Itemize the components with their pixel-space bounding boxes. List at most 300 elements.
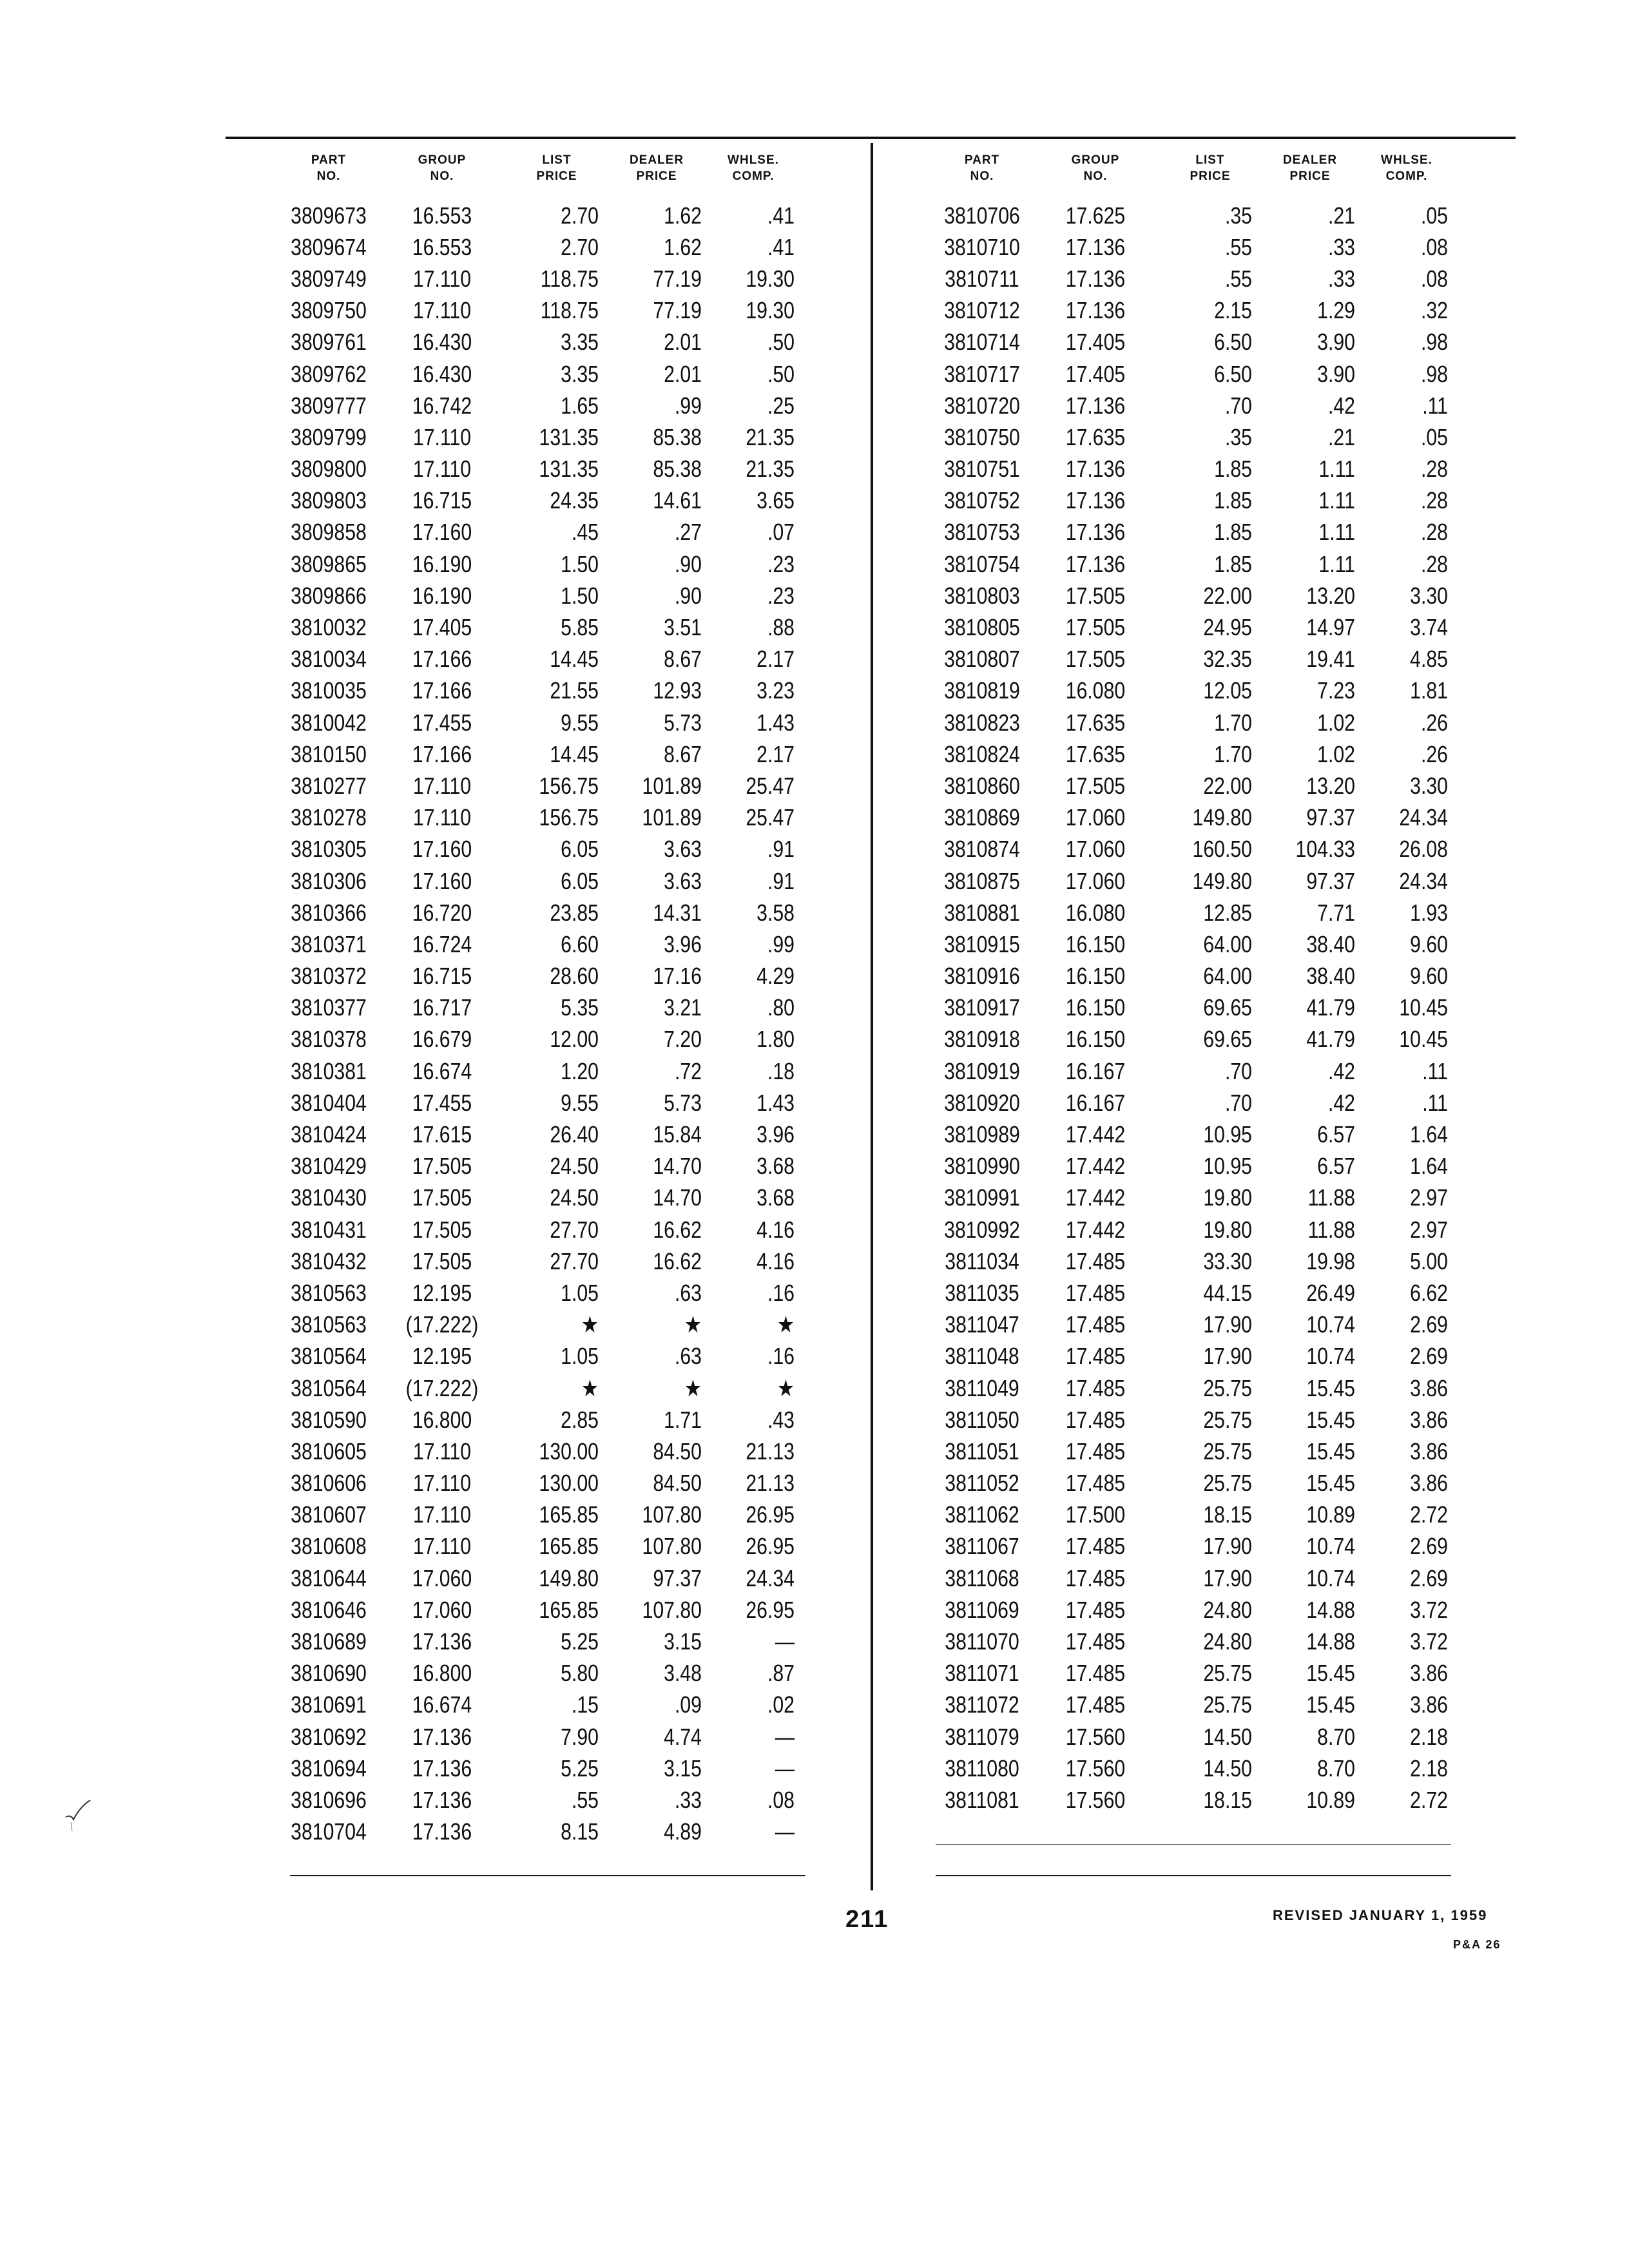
dealer-price-cell: 1.62 <box>664 233 702 260</box>
table-row <box>925 1658 1449 1689</box>
whlse-comp-cell: 2.17 <box>757 740 795 767</box>
list-price-cell: 69.65 <box>1203 1026 1252 1053</box>
list-price-cell: 1.65 <box>561 392 599 419</box>
group-no-cell: 16.080 <box>1065 677 1126 704</box>
part-no-cell: 3810754 <box>944 550 1020 577</box>
list-price-cell: 1.70 <box>1214 740 1252 767</box>
table-row <box>925 263 1449 294</box>
dealer-price-cell: 15.45 <box>1306 1374 1355 1401</box>
dealer-price-cell: 1.11 <box>1318 550 1355 577</box>
dealer-price-cell: 84.50 <box>653 1437 702 1465</box>
list-price-cell: 118.75 <box>540 265 599 292</box>
table-row <box>925 1499 1449 1531</box>
group-no-cell: 16.800 <box>412 1660 472 1687</box>
list-price-cell: 1.05 <box>561 1343 599 1370</box>
part-no-cell: 3810860 <box>944 772 1020 799</box>
list-price-cell: 6.05 <box>561 867 599 894</box>
part-no-cell: 3810919 <box>944 1057 1020 1084</box>
table-row <box>925 1277 1449 1309</box>
part-no-cell: 3810692 <box>291 1723 367 1750</box>
part-no-cell: 3809750 <box>291 297 367 324</box>
group-no-cell: 17.160 <box>412 519 472 546</box>
whlse-comp-cell: .91 <box>767 836 795 863</box>
group-no-cell: 16.553 <box>412 233 472 260</box>
list-price-cell: 156.75 <box>539 772 599 799</box>
table-row <box>272 1277 795 1309</box>
part-no-cell: 3810564 <box>291 1343 367 1370</box>
whlse-comp-cell: 3.23 <box>757 677 795 704</box>
group-no-cell: 17.405 <box>412 614 472 641</box>
part-no-cell: 3810032 <box>291 614 367 641</box>
dealer-price-cell: 1.71 <box>664 1406 702 1433</box>
dealer-price-cell: 3.90 <box>1317 329 1355 356</box>
whlse-comp-cell: 3.86 <box>1410 1374 1448 1401</box>
list-price-cell: ★ <box>581 1374 599 1401</box>
list-price-cell: 24.95 <box>1203 614 1252 641</box>
part-no-cell: 3810306 <box>291 867 367 894</box>
dealer-price-cell: 41.79 <box>1306 1026 1355 1053</box>
group-no-cell: 16.553 <box>412 202 472 229</box>
whlse-comp-cell: .11 <box>1422 392 1448 419</box>
group-no-cell: 17.485 <box>1065 1374 1126 1401</box>
list-price-cell: 2.70 <box>561 202 599 229</box>
whlse-comp-cell: .25 <box>767 392 795 419</box>
top-rule <box>226 137 1516 139</box>
page-number: 211 <box>845 1906 889 1933</box>
dealer-price-cell: 10.74 <box>1306 1343 1355 1370</box>
whlse-comp-cell: 2.18 <box>1410 1754 1448 1782</box>
list-price-cell: 1.85 <box>1214 550 1252 577</box>
whlse-comp-cell: 1.80 <box>757 1026 795 1053</box>
table-row <box>272 928 795 960</box>
list-price-cell: .15 <box>571 1691 599 1718</box>
group-no-cell: 17.136 <box>1065 456 1126 483</box>
dealer-price-cell: 16.62 <box>653 1216 702 1243</box>
group-no-cell: 17.485 <box>1065 1628 1126 1655</box>
whlse-comp-cell: 25.47 <box>746 772 795 799</box>
group-no-cell: 17.060 <box>412 1564 472 1591</box>
whlse-comp-cell: .41 <box>767 202 795 229</box>
table-row <box>925 1214 1449 1245</box>
right-table-header <box>925 152 1449 191</box>
group-no-cell: 17.505 <box>412 1247 472 1274</box>
whlse-comp-cell: 1.64 <box>1410 1121 1448 1148</box>
group-no-cell: 16.717 <box>412 994 472 1021</box>
table-row <box>272 517 795 548</box>
group-no-cell: 17.455 <box>412 1089 472 1116</box>
group-no-cell: 17.442 <box>1065 1184 1126 1211</box>
table-row <box>272 802 795 834</box>
table-row <box>272 421 795 453</box>
dealer-price-cell: 14.70 <box>653 1153 702 1180</box>
whlse-comp-cell: .99 <box>767 930 795 957</box>
dealer-price-cell: .21 <box>1327 202 1355 229</box>
dealer-price-cell: 10.74 <box>1306 1533 1355 1560</box>
part-no-cell: 3810605 <box>291 1437 367 1465</box>
part-no-cell: 3810696 <box>291 1786 367 1813</box>
table-row <box>925 770 1449 802</box>
list-price-cell: 24.35 <box>550 487 599 514</box>
group-no-cell: 17.560 <box>1065 1723 1126 1750</box>
group-no-cell: 17.136 <box>1065 297 1126 324</box>
whlse-comp-cell: 3.58 <box>757 899 795 926</box>
group-no-cell: 17.136 <box>412 1628 472 1655</box>
whlse-comp-cell: 3.74 <box>1410 614 1448 641</box>
list-price-cell: 26.40 <box>550 1121 599 1148</box>
group-no-cell: 17.110 <box>412 423 472 450</box>
list-price-cell: 1.50 <box>561 582 599 609</box>
dealer-price-cell: .33 <box>1327 233 1355 260</box>
table-row <box>272 580 795 611</box>
group-no-cell: 17.110 <box>412 1533 472 1560</box>
table-row <box>272 1658 795 1689</box>
dealer-price-cell: 2.01 <box>664 360 702 387</box>
table-row <box>925 1436 1449 1467</box>
group-no-cell: 17.505 <box>1065 582 1126 609</box>
whlse-comp-cell: 2.72 <box>1410 1501 1448 1528</box>
dealer-price-cell: .72 <box>674 1057 702 1084</box>
dealer-price-cell: 13.20 <box>1306 582 1355 609</box>
table-row <box>925 1341 1449 1372</box>
part-no-cell: 3810750 <box>944 423 1020 450</box>
list-price-cell: 18.15 <box>1203 1501 1252 1528</box>
list-price-cell: 6.60 <box>561 930 599 957</box>
whlse-comp-cell: 5.00 <box>1410 1247 1448 1274</box>
whlse-comp-cell: 24.34 <box>746 1564 795 1591</box>
dealer-price-cell: 7.71 <box>1317 899 1355 926</box>
group-no-cell: 16.715 <box>412 487 472 514</box>
table-row <box>272 1372 795 1404</box>
dealer-price-cell: 1.02 <box>1317 740 1355 767</box>
table-row <box>925 295 1449 327</box>
table-row <box>272 548 795 580</box>
part-no-cell: 3810689 <box>291 1628 367 1655</box>
part-no-cell: 3810377 <box>291 994 367 1021</box>
list-price-cell: 6.05 <box>561 836 599 863</box>
dealer-price-cell: .33 <box>674 1786 702 1813</box>
whlse-comp-cell: .80 <box>767 994 795 1021</box>
list-price-cell: 131.35 <box>539 456 599 483</box>
table-row <box>925 1245 1449 1277</box>
header-group-no: GROUP NO. <box>418 153 467 183</box>
part-no-cell: 3810805 <box>944 614 1020 641</box>
table-row <box>272 738 795 770</box>
whlse-comp-cell: .87 <box>767 1660 795 1687</box>
dealer-price-cell: 104.33 <box>1295 836 1355 863</box>
dealer-price-cell: 85.38 <box>653 456 702 483</box>
part-no-cell: 3810990 <box>944 1153 1020 1180</box>
group-no-cell: 17.110 <box>412 456 472 483</box>
dealer-price-cell: 10.74 <box>1306 1564 1355 1591</box>
whlse-comp-cell: 24.34 <box>1399 867 1448 894</box>
dealer-price-cell: 8.67 <box>664 646 702 673</box>
table-row <box>272 358 795 390</box>
list-price-cell: 14.45 <box>550 646 599 673</box>
part-no-cell: 3811068 <box>945 1564 1019 1591</box>
part-no-cell: 3810646 <box>291 1596 367 1623</box>
table-row <box>272 1531 795 1562</box>
dealer-price-cell: 1.11 <box>1318 519 1355 546</box>
dealer-price-cell: ★ <box>684 1374 702 1401</box>
table-row <box>272 231 795 263</box>
list-price-cell: 32.35 <box>1203 646 1252 673</box>
list-price-cell: 3.35 <box>561 360 599 387</box>
table-row <box>925 865 1449 897</box>
group-no-cell: 17.505 <box>412 1153 472 1180</box>
table-row <box>272 1753 795 1784</box>
dealer-price-cell: .27 <box>674 519 702 546</box>
list-price-cell: 12.00 <box>550 1026 599 1053</box>
whlse-comp-cell: 10.45 <box>1399 994 1448 1021</box>
header-whlse-comp: WHLSE. COMP. <box>1381 153 1432 183</box>
list-price-cell: 19.80 <box>1203 1216 1252 1243</box>
part-no-cell: 3810710 <box>944 233 1020 260</box>
table-row <box>272 295 795 327</box>
part-no-cell: 3810563 <box>291 1311 367 1338</box>
whlse-comp-cell: .16 <box>767 1343 795 1370</box>
group-no-cell: 16.742 <box>412 392 472 419</box>
table-row <box>925 454 1449 485</box>
whlse-comp-cell: 26.95 <box>746 1533 795 1560</box>
group-no-cell: 17.110 <box>412 1437 472 1465</box>
group-no-cell: 12.195 <box>412 1343 472 1370</box>
whlse-comp-cell: 6.62 <box>1410 1279 1448 1306</box>
group-no-cell: 17.136 <box>1065 487 1126 514</box>
whlse-comp-cell: — <box>775 1723 795 1750</box>
part-no-cell: 3810430 <box>291 1184 367 1211</box>
whlse-comp-cell: .23 <box>767 550 795 577</box>
group-no-cell: 17.110 <box>412 297 472 324</box>
group-no-cell: 17.110 <box>412 1470 472 1497</box>
group-no-cell: 17.160 <box>412 836 472 863</box>
table-row <box>272 675 795 707</box>
part-no-cell: 3810366 <box>291 899 367 926</box>
list-price-cell: 149.80 <box>1192 867 1252 894</box>
dealer-price-cell: .63 <box>674 1279 702 1306</box>
whlse-comp-cell: .41 <box>767 233 795 260</box>
table-row <box>925 961 1449 992</box>
part-no-cell: 3810431 <box>291 1216 367 1243</box>
part-no-cell: 3811062 <box>945 1501 1019 1528</box>
group-no-cell: 16.679 <box>412 1026 472 1053</box>
dealer-price-cell: .90 <box>674 550 702 577</box>
whlse-comp-cell: 4.29 <box>757 963 795 990</box>
part-no-cell: 3811072 <box>945 1691 1019 1718</box>
list-price-cell: 1.50 <box>561 550 599 577</box>
table-row <box>925 1531 1449 1562</box>
group-no-cell: 17.485 <box>1065 1691 1126 1718</box>
whlse-comp-cell: .28 <box>1420 519 1448 546</box>
part-no-cell: 3811070 <box>945 1628 1019 1655</box>
table-row <box>925 421 1449 453</box>
dealer-price-cell: 3.63 <box>664 836 702 863</box>
list-price-cell: 1.20 <box>561 1057 599 1084</box>
whlse-comp-cell: 1.93 <box>1410 899 1448 926</box>
table-row <box>925 1784 1449 1816</box>
dealer-price-cell: 5.73 <box>664 709 702 736</box>
table-row <box>925 1626 1449 1657</box>
table-row <box>272 454 795 485</box>
list-price-cell: 64.00 <box>1203 963 1252 990</box>
part-no-cell: 3810150 <box>291 740 367 767</box>
group-no-cell: 17.485 <box>1065 1596 1126 1623</box>
list-price-cell: 149.80 <box>539 1564 599 1591</box>
table-row <box>272 1468 795 1499</box>
whlse-comp-cell: 3.68 <box>757 1153 795 1180</box>
part-no-cell: 3810608 <box>291 1533 367 1560</box>
table-row <box>925 928 1449 960</box>
whlse-comp-cell: 24.34 <box>1399 804 1448 831</box>
dealer-price-cell: 1.62 <box>664 202 702 229</box>
table-row <box>272 644 795 675</box>
table-row <box>925 1119 1449 1150</box>
table-row <box>272 1499 795 1531</box>
table-row <box>272 200 795 231</box>
group-no-cell: 17.485 <box>1065 1343 1126 1370</box>
table-row <box>272 1404 795 1436</box>
group-no-cell: 17.136 <box>412 1754 472 1782</box>
whlse-comp-cell: 3.72 <box>1410 1596 1448 1623</box>
table-row <box>272 390 795 421</box>
list-price-cell: 25.75 <box>1203 1406 1252 1433</box>
whlse-comp-cell: 3.72 <box>1410 1628 1448 1655</box>
dealer-price-cell: 26.49 <box>1306 1279 1355 1306</box>
table-row <box>272 1816 795 1848</box>
group-no-cell: 16.167 <box>1065 1057 1126 1084</box>
table-row <box>925 1309 1449 1341</box>
table-row <box>272 485 795 517</box>
left-table-header <box>272 152 795 191</box>
whlse-comp-cell: 19.30 <box>746 297 795 324</box>
part-no-cell: 3810917 <box>944 994 1020 1021</box>
whlse-comp-cell: 21.35 <box>746 423 795 450</box>
list-price-cell: 23.85 <box>550 899 599 926</box>
part-no-cell: 3810753 <box>944 519 1020 546</box>
group-no-cell: 17.110 <box>412 265 472 292</box>
list-price-cell: 5.35 <box>561 994 599 1021</box>
group-no-cell: 16.430 <box>412 329 472 356</box>
part-no-cell: 3810042 <box>291 709 367 736</box>
table-row <box>272 263 795 294</box>
part-no-cell: 3810404 <box>291 1089 367 1116</box>
group-no-cell: 16.190 <box>412 550 472 577</box>
part-no-cell: 3809673 <box>291 202 367 229</box>
header-whlse-comp: WHLSE. COMP. <box>728 153 779 183</box>
table-row <box>272 1626 795 1657</box>
group-no-cell: 17.485 <box>1065 1247 1126 1274</box>
group-no-cell: 16.674 <box>412 1057 472 1084</box>
part-no-cell: 3810607 <box>291 1501 367 1528</box>
right-table-body <box>925 200 1449 1816</box>
whlse-comp-cell: 3.30 <box>1410 582 1448 609</box>
dealer-price-cell: 14.70 <box>653 1184 702 1211</box>
part-no-cell: 3810752 <box>944 487 1020 514</box>
whlse-comp-cell: .98 <box>1420 360 1448 387</box>
whlse-comp-cell: .91 <box>767 867 795 894</box>
list-price-cell: 24.80 <box>1203 1628 1252 1655</box>
list-price-cell: 64.00 <box>1203 930 1252 957</box>
group-no-cell: (17.222) <box>405 1311 479 1338</box>
part-no-cell: 3810717 <box>944 360 1020 387</box>
dealer-price-cell: 19.41 <box>1306 646 1355 673</box>
whlse-comp-cell: 26.08 <box>1399 836 1448 863</box>
dealer-price-cell: .63 <box>674 1343 702 1370</box>
list-price-cell: 14.50 <box>1203 1723 1252 1750</box>
part-no-cell: 3810429 <box>291 1153 367 1180</box>
table-row <box>272 1182 795 1214</box>
group-no-cell: 17.060 <box>1065 804 1126 831</box>
list-price-cell: 130.00 <box>539 1437 599 1465</box>
group-no-cell: 17.635 <box>1065 709 1126 736</box>
group-no-cell: 17.136 <box>1065 233 1126 260</box>
table-row <box>272 1055 795 1087</box>
list-price-cell: 2.85 <box>561 1406 599 1433</box>
group-no-cell: 16.800 <box>412 1406 472 1433</box>
dealer-price-cell: 77.19 <box>653 265 702 292</box>
whlse-comp-cell: 3.86 <box>1410 1470 1448 1497</box>
list-price-cell: 130.00 <box>539 1470 599 1497</box>
group-no-cell: 17.485 <box>1065 1533 1126 1560</box>
whlse-comp-cell: — <box>775 1818 795 1845</box>
part-no-cell: 3810690 <box>291 1660 367 1687</box>
part-no-cell: 3810751 <box>944 456 1020 483</box>
group-no-cell: 17.442 <box>1065 1216 1126 1243</box>
part-no-cell: 3810644 <box>291 1564 367 1591</box>
whlse-comp-cell: .23 <box>767 582 795 609</box>
part-no-cell: 3810278 <box>291 804 367 831</box>
part-no-cell: 3809800 <box>291 456 367 483</box>
part-no-cell: 3810432 <box>291 1247 367 1274</box>
dealer-price-cell: 3.90 <box>1317 360 1355 387</box>
group-no-cell: 17.110 <box>412 1501 472 1528</box>
dealer-price-cell: 77.19 <box>653 297 702 324</box>
dealer-price-cell: ★ <box>684 1311 702 1338</box>
right-bottom-rule-lower <box>936 1875 1451 1876</box>
list-price-cell: 165.85 <box>539 1501 599 1528</box>
group-no-cell: 17.110 <box>412 804 472 831</box>
list-price-cell: 160.50 <box>1192 836 1252 863</box>
table-row <box>925 1562 1449 1594</box>
list-price-cell: 14.45 <box>550 740 599 767</box>
table-row <box>925 580 1449 611</box>
table-row <box>272 865 795 897</box>
dealer-price-cell: 5.73 <box>664 1089 702 1116</box>
table-row <box>272 327 795 358</box>
whlse-comp-cell: 9.60 <box>1410 963 1448 990</box>
dealer-price-cell: 14.31 <box>653 899 702 926</box>
table-row <box>272 1341 795 1372</box>
dealer-price-cell: 3.15 <box>664 1754 702 1782</box>
group-no-cell: 17.635 <box>1065 740 1126 767</box>
table-row <box>925 707 1449 738</box>
whlse-comp-cell: .18 <box>767 1057 795 1084</box>
table-row <box>925 1468 1449 1499</box>
dealer-price-cell: 15.45 <box>1306 1470 1355 1497</box>
part-no-cell: 3810305 <box>291 836 367 863</box>
list-price-cell: 18.15 <box>1203 1786 1252 1813</box>
dealer-price-cell: 14.61 <box>653 487 702 514</box>
part-no-cell: 3809799 <box>291 423 367 450</box>
revised-date: REVISED JANUARY 1, 1959 <box>1273 1907 1488 1923</box>
list-price-cell: 17.90 <box>1203 1533 1252 1560</box>
group-no-cell: 17.442 <box>1065 1153 1126 1180</box>
part-no-cell: 3811069 <box>945 1596 1019 1623</box>
part-no-cell: 3810916 <box>944 963 1020 990</box>
whlse-comp-cell: 2.69 <box>1410 1311 1448 1338</box>
group-no-cell: 17.060 <box>412 1596 472 1623</box>
table-row <box>272 1784 795 1816</box>
group-no-cell: 17.485 <box>1065 1437 1126 1465</box>
